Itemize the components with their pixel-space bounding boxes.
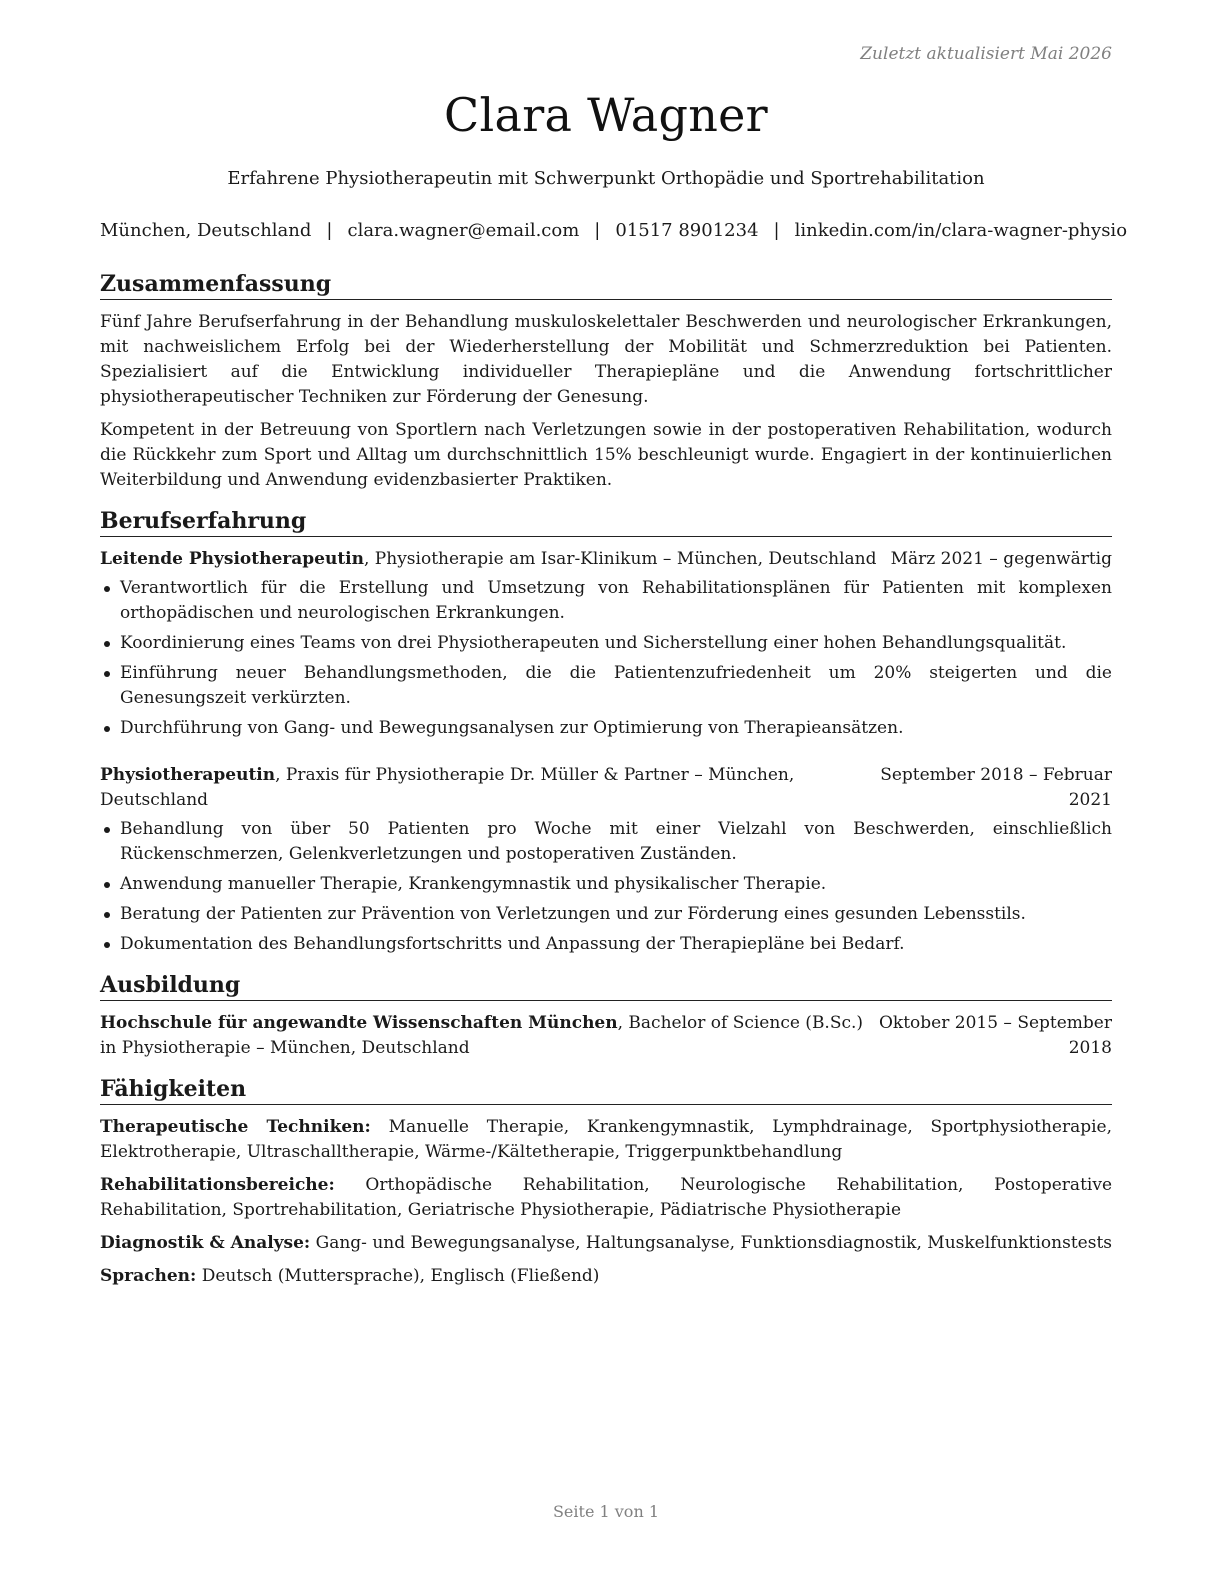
summary-paragraph: Kompetent in der Betreuung von Sportlern nach Verletzungen sowie in der postoperativen Rehabilitation, wodurch die Rückkehr zum Sport und Alltag um durchschnittlich 15% beschleunigt wurde. Engagiert in der kontinuierlichen Weiterbildung und Anwendung evidenzbasierter Praktiken.: [100, 420, 1112, 490]
skills-section: [100, 1075, 1112, 1289]
education-section: [100, 971, 1112, 1061]
summary-section: [100, 270, 1112, 493]
education-heading: Ausbildung: [100, 971, 1112, 1001]
job-bullets: [100, 817, 1112, 957]
job-employer: , Praxis für Physiotherapie Dr. Müller & Partner – München, Deutschland: [100, 765, 795, 810]
skill-label: Therapeutische Techniken:: [100, 1117, 371, 1137]
education-dates: Oktober 2015 – September 2018: [878, 1013, 1112, 1058]
skill-label: Sprachen:: [100, 1266, 197, 1286]
list-item: Koordinierung eines Teams von drei Physiotherapeuten und Sicherstellung einer hohen Behandlungsqualität.: [100, 631, 1112, 656]
list-item: Durchführung von Gang- und Bewegungsanalysen zur Optimierung von Therapieansätzen.: [100, 716, 1112, 741]
contact-separator: |: [773, 220, 780, 241]
education-degree: , Bachelor of Science (B.Sc.) in Physiotherapie – München, Deutschland: [100, 1013, 864, 1058]
skill-value: Deutsch (Muttersprache), Englisch (Fließend): [196, 1266, 600, 1286]
page-number: Seite 1 von 1: [552, 1502, 660, 1521]
skill-value: Orthopädische Rehabilitation, Neurologische Rehabilitation, Postoperative Rehabilitation, Sportrehabilitation, Geriatrische Physiotherapie, Pädiatrische Physiotherapie: [100, 1175, 1112, 1220]
job-role: Leitende Physiotherapeutin: [100, 549, 364, 569]
list-item: Verantwortlich für die Erstellung und Umsetzung von Rehabilitationsplänen für Patienten mit komplexen orthopädischen und neurologischen Erkrankungen.: [100, 576, 1112, 626]
skills-heading: Fähigkeiten: [100, 1075, 1112, 1105]
contact-location: München, Deutschland: [100, 220, 312, 241]
list-item: Anwendung manueller Therapie, Krankengymnastik und physikalischer Therapie.: [100, 872, 1112, 897]
tagline: Erfahrene Physiotherapeutin mit Schwerpunkt Orthopädie und Sportrehabilitation: [227, 168, 985, 189]
skill-row: [100, 1173, 1112, 1223]
job-entry: [100, 763, 1112, 957]
list-item: Dokumentation des Behandlungsfortschritts und Anpassung der Therapiepläne bei Bedarf.: [100, 932, 1112, 957]
education-school: Hochschule für angewandte Wissenschaften München: [100, 1013, 618, 1033]
job-entry: [100, 547, 1112, 741]
list-item: Behandlung von über 50 Patienten pro Woche mit einer Vielzahl von Beschwerden, einschließlich Rückenschmerzen, Gelenkverletzungen und postoperativen Zuständen.: [100, 817, 1112, 867]
skill-row: [100, 1264, 1112, 1289]
skill-value: Gang- und Bewegungsanalyse, Haltungsanalyse, Funktionsdiagnostik, Muskelfunktionstests: [310, 1233, 1112, 1253]
skill-value: Manuelle Therapie, Krankengymnastik, Lymphdrainage, Sportphysiotherapie, Elektrotherapie, Ultraschalltherapie, Wärme-/Kältetherapie, Triggerpunktbehandlung: [100, 1117, 1112, 1162]
experience-section: [100, 507, 1112, 957]
contact-linkedin[interactable]: linkedin.com/in/clara-wagner-physio: [794, 220, 1128, 241]
skill-label: Diagnostik & Analyse:: [100, 1233, 311, 1253]
resume-content: [100, 270, 1112, 1303]
contact-line: [100, 220, 1128, 241]
summary-paragraph: Fünf Jahre Berufserfahrung in der Behandlung muskuloskelettaler Beschwerden und neurologischer Erkrankungen, mit nachweislichem Erfolg bei der Wiederherstellung der Mobilität und Schmerzreduktion bei Patienten. Spezialisiert auf die Entwicklung individueller Therapiepläne und die Anwendung fortschrittlicher physiotherapeutischer Techniken zur Förderung der Genesung.: [100, 312, 1112, 407]
job-role: Physiotherapeutin: [100, 765, 276, 785]
contact-separator: |: [594, 220, 601, 241]
skill-label: Rehabilitationsbereiche:: [100, 1175, 335, 1195]
candidate-name: Clara Wagner: [444, 88, 768, 142]
skill-row: [100, 1231, 1112, 1256]
contact-separator: |: [326, 220, 333, 241]
summary-heading: Zusammenfassung: [100, 270, 1112, 300]
job-dates: März 2021 – gegenwärtig: [890, 549, 1112, 569]
job-header: [100, 763, 1112, 813]
experience-heading: Berufserfahrung: [100, 507, 1112, 537]
job-bullets: [100, 576, 1112, 741]
skill-row: [100, 1115, 1112, 1165]
list-item: Beratung der Patienten zur Prävention von Verletzungen und zur Förderung eines gesunden Lebensstils.: [100, 902, 1112, 927]
list-item: Einführung neuer Behandlungsmethoden, die die Patientenzufriedenheit um 20% steigerten und die Genesungszeit verkürzten.: [100, 661, 1112, 711]
education-entry: [100, 1011, 1112, 1061]
contact-phone[interactable]: 01517 8901234: [615, 220, 759, 241]
last-updated: Zuletzt aktualisiert Mai 2026: [860, 44, 1112, 64]
job-header: [100, 547, 1112, 572]
job-employer: , Physiotherapie am Isar-Klinikum – München, Deutschland: [364, 549, 877, 569]
job-dates: September 2018 – Februar 2021: [880, 765, 1112, 810]
contact-email[interactable]: clara.wagner@email.com: [347, 220, 580, 241]
